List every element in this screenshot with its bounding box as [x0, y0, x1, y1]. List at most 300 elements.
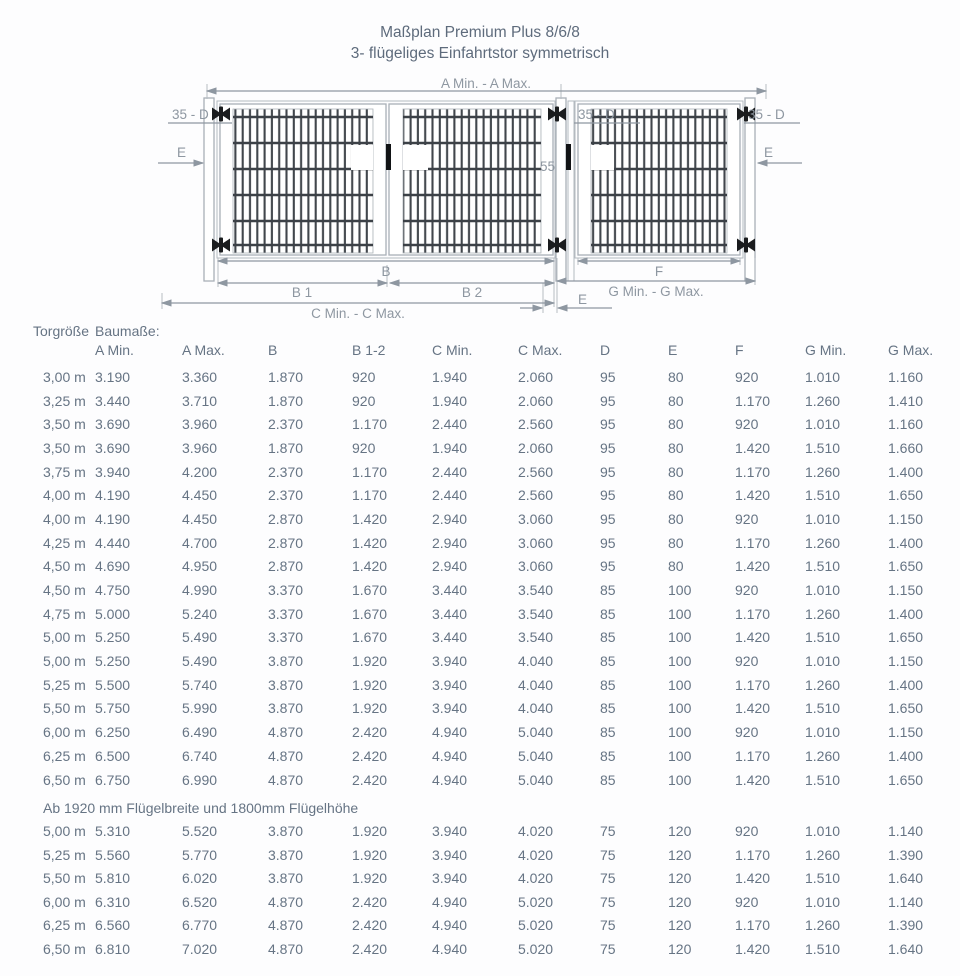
cell-e: 100: [668, 676, 692, 693]
column-header: G Max.: [888, 341, 934, 358]
cell-a-max: 4.450: [182, 487, 218, 504]
cell-a-max: 4.990: [182, 582, 218, 599]
cell-b: 2.870: [268, 534, 304, 551]
cell-f: 1.420: [735, 558, 771, 575]
table-row: [0, 389, 960, 413]
cell-f: 920: [735, 823, 759, 840]
cell-g-min: 1.510: [805, 870, 841, 887]
cell-f: 1.170: [735, 846, 771, 863]
cell-g-max: 1.650: [888, 629, 924, 646]
cell-torgroesse: 5,00 m: [43, 823, 86, 840]
cell-g-min: 1.510: [805, 439, 841, 456]
cell-g-max: 1.390: [888, 846, 924, 863]
column-header: C Max.: [518, 341, 563, 358]
cell-b: 4.870: [268, 893, 304, 910]
cell-c-max: 5.040: [518, 747, 554, 764]
cell-g-min: 1.260: [805, 605, 841, 622]
cell-a-max: 5.990: [182, 700, 218, 717]
cell-b1-2: 2.420: [352, 893, 388, 910]
cell-g-max: 1.650: [888, 700, 924, 717]
cell-g-min: 1.260: [805, 463, 841, 480]
cell-e: 100: [668, 653, 692, 670]
cell-f: 1.170: [735, 676, 771, 693]
cell-f: 1.170: [735, 605, 771, 622]
cell-e: 100: [668, 747, 692, 764]
cell-b1-2: 1.420: [352, 558, 388, 575]
wing-3-infill: [591, 109, 727, 253]
cell-c-min: 3.440: [432, 582, 468, 599]
table-row: [0, 626, 960, 650]
table-row: [0, 890, 960, 914]
cell-a-min: 5.310: [95, 823, 131, 840]
cell-c-max: 4.020: [518, 823, 554, 840]
cell-e: 80: [668, 487, 684, 504]
cell-d: 85: [600, 653, 616, 670]
cell-g-max: 1.140: [888, 893, 924, 910]
table-row: [0, 436, 960, 460]
cell-c-max: 3.060: [518, 534, 554, 551]
table-section-2: [0, 819, 960, 960]
section-2-note: Ab 1920 mm Flügelbreite und 1800mm Flügelhöhe: [43, 800, 359, 817]
cell-a-max: 6.770: [182, 917, 218, 934]
cell-f: 920: [735, 368, 759, 385]
cell-f: 1.420: [735, 700, 771, 717]
cell-c-max: 4.040: [518, 653, 554, 670]
cell-a-min: 6.750: [95, 771, 131, 788]
cell-a-max: 5.520: [182, 823, 218, 840]
cell-d: 95: [600, 487, 616, 504]
cell-g-max: 1.400: [888, 676, 924, 693]
cell-a-min: 5.250: [95, 629, 131, 646]
cell-e: 120: [668, 940, 692, 957]
cell-a-max: 5.740: [182, 676, 218, 693]
dim-label-b: B: [381, 264, 391, 279]
cell-torgroesse: 5,50 m: [43, 870, 86, 887]
cell-g-min: 1.010: [805, 724, 841, 741]
table-row: [0, 697, 960, 721]
cell-c-min: 2.940: [432, 558, 468, 575]
cell-b: 3.370: [268, 582, 304, 599]
cell-c-max: 3.060: [518, 510, 554, 527]
cell-torgroesse: 3,50 m: [43, 416, 86, 433]
middle-post: [556, 98, 574, 281]
table-section-1: [0, 365, 960, 791]
cell-b1-2: 1.670: [352, 582, 388, 599]
cell-g-min: 1.510: [805, 700, 841, 717]
cell-a-max: 5.490: [182, 653, 218, 670]
table-row: [0, 460, 960, 484]
cell-torgroesse: 3,50 m: [43, 439, 86, 456]
cell-f: 1.420: [735, 629, 771, 646]
wing-2-infill: [403, 109, 541, 253]
cell-b: 1.870: [268, 368, 304, 385]
cell-f: 920: [735, 653, 759, 670]
cell-c-max: 4.040: [518, 700, 554, 717]
cell-c-min: 3.440: [432, 629, 468, 646]
gate-dimension-drawing: [0, 75, 960, 325]
cell-c-min: 1.940: [432, 392, 468, 409]
cell-c-max: 2.060: [518, 439, 554, 456]
cell-d: 75: [600, 940, 616, 957]
cell-e: 120: [668, 846, 692, 863]
cell-b1-2: 1.420: [352, 510, 388, 527]
cell-a-max: 3.710: [182, 392, 218, 409]
cell-b: 3.370: [268, 605, 304, 622]
dim-label-f: F: [654, 264, 664, 279]
dim-label-35d-mid: 35 - D: [578, 107, 615, 122]
cell-a-min: 6.810: [95, 940, 131, 957]
cell-f: 1.420: [735, 487, 771, 504]
cell-d: 95: [600, 558, 616, 575]
cell-d: 75: [600, 893, 616, 910]
cell-torgroesse: 6,50 m: [43, 771, 86, 788]
cell-torgroesse: 4,25 m: [43, 534, 86, 551]
cell-a-max: 4.450: [182, 510, 218, 527]
cell-c-min: 2.940: [432, 534, 468, 551]
cell-d: 95: [600, 368, 616, 385]
cell-g-max: 1.640: [888, 870, 924, 887]
table-row: [0, 768, 960, 792]
dim-label-c: C Min. - C Max.: [311, 306, 405, 321]
cell-d: 85: [600, 629, 616, 646]
cell-g-max: 1.160: [888, 368, 924, 385]
cell-b: 3.870: [268, 676, 304, 693]
cell-f: 1.170: [735, 463, 771, 480]
cell-torgroesse: 3,75 m: [43, 463, 86, 480]
cell-torgroesse: 6,25 m: [43, 917, 86, 934]
cell-g-max: 1.140: [888, 823, 924, 840]
table-row: [0, 555, 960, 579]
cell-torgroesse: 6,25 m: [43, 747, 86, 764]
cell-a-max: 4.200: [182, 463, 218, 480]
cell-f: 1.420: [735, 771, 771, 788]
cell-b: 4.870: [268, 771, 304, 788]
cell-e: 100: [668, 605, 692, 622]
cell-g-max: 1.640: [888, 940, 924, 957]
cell-g-min: 1.260: [805, 534, 841, 551]
cell-d: 75: [600, 870, 616, 887]
table-row: [0, 673, 960, 697]
cell-g-min: 1.260: [805, 392, 841, 409]
cell-a-max: 6.740: [182, 747, 218, 764]
left-post: [204, 98, 214, 281]
cell-c-min: 3.940: [432, 846, 468, 863]
table-row: [0, 483, 960, 507]
table-row: [0, 843, 960, 867]
cell-b: 3.370: [268, 629, 304, 646]
cell-a-min: 5.500: [95, 676, 131, 693]
cell-e: 80: [668, 392, 684, 409]
cell-a-min: 5.560: [95, 846, 131, 863]
cell-g-min: 1.010: [805, 510, 841, 527]
column-header: D: [600, 341, 611, 358]
cell-g-min: 1.510: [805, 629, 841, 646]
cell-a-min: 3.690: [95, 439, 131, 456]
cell-c-min: 4.940: [432, 917, 468, 934]
cell-b: 2.370: [268, 487, 304, 504]
cell-a-min: 6.560: [95, 917, 131, 934]
cell-b: 3.870: [268, 870, 304, 887]
cell-c-max: 2.560: [518, 487, 554, 504]
dim-label-b2: B 2: [461, 285, 483, 300]
cell-b: 3.870: [268, 846, 304, 863]
cell-c-min: 4.940: [432, 724, 468, 741]
title-line-2: 3- flügeliges Einfahrtstor symmetrisch: [350, 45, 610, 62]
cell-c-max: 4.020: [518, 870, 554, 887]
cell-a-max: 6.990: [182, 771, 218, 788]
cell-a-min: 4.190: [95, 487, 131, 504]
cell-b1-2: 1.920: [352, 823, 388, 840]
cell-a-max: 4.950: [182, 558, 218, 575]
cell-c-max: 5.020: [518, 917, 554, 934]
cell-c-min: 4.940: [432, 771, 468, 788]
cell-b1-2: 2.420: [352, 771, 388, 788]
cell-c-min: 2.440: [432, 463, 468, 480]
cell-c-min: 4.940: [432, 893, 468, 910]
cell-d: 95: [600, 534, 616, 551]
cell-b1-2: 1.920: [352, 676, 388, 693]
cell-e: 80: [668, 558, 684, 575]
cell-g-max: 1.400: [888, 534, 924, 551]
cell-c-min: 1.940: [432, 368, 468, 385]
cell-b1-2: 1.170: [352, 463, 388, 480]
cell-b1-2: 2.420: [352, 747, 388, 764]
cell-c-max: 5.040: [518, 771, 554, 788]
cell-a-min: 3.190: [95, 368, 131, 385]
cell-b: 2.370: [268, 416, 304, 433]
cell-a-min: 5.810: [95, 870, 131, 887]
cell-d: 75: [600, 823, 616, 840]
cell-c-min: 3.440: [432, 605, 468, 622]
cell-c-max: 5.020: [518, 893, 554, 910]
cell-torgroesse: 5,25 m: [43, 676, 86, 693]
dim-label-55: 55: [540, 159, 556, 174]
dim-label-35d-left: 35 - D: [172, 107, 209, 122]
column-header: A Max.: [182, 341, 225, 358]
cell-b: 4.870: [268, 747, 304, 764]
cell-f: 920: [735, 582, 759, 599]
cell-d: 75: [600, 917, 616, 934]
cell-b1-2: 1.920: [352, 846, 388, 863]
cell-a-min: 6.310: [95, 893, 131, 910]
cell-f: 1.170: [735, 917, 771, 934]
cell-g-max: 1.160: [888, 416, 924, 433]
cell-c-max: 4.040: [518, 676, 554, 693]
cell-b: 1.870: [268, 439, 304, 456]
cell-g-min: 1.510: [805, 940, 841, 957]
cell-e: 80: [668, 510, 684, 527]
cell-b: 4.870: [268, 940, 304, 957]
table-row: [0, 578, 960, 602]
cell-g-max: 1.150: [888, 582, 924, 599]
cell-a-min: 5.250: [95, 653, 131, 670]
title-line-1: Maßplan Premium Plus 8/6/8: [380, 24, 580, 41]
cell-e: 100: [668, 724, 692, 741]
cell-e: 100: [668, 582, 692, 599]
cell-a-min: 4.190: [95, 510, 131, 527]
cell-d: 85: [600, 582, 616, 599]
cell-e: 120: [668, 917, 692, 934]
column-header: B 1-2: [352, 341, 386, 358]
cell-g-min: 1.260: [805, 917, 841, 934]
cell-a-max: 5.490: [182, 629, 218, 646]
cell-g-min: 1.010: [805, 582, 841, 599]
cell-b1-2: 2.420: [352, 724, 388, 741]
cell-g-min: 1.010: [805, 653, 841, 670]
cell-c-max: 2.060: [518, 368, 554, 385]
cell-e: 120: [668, 870, 692, 887]
column-header: B: [268, 341, 278, 358]
dim-label-b1: B 1: [291, 285, 313, 300]
cell-c-max: 2.060: [518, 392, 554, 409]
cell-d: 85: [600, 747, 616, 764]
cell-b: 2.370: [268, 463, 304, 480]
cell-b1-2: 1.420: [352, 534, 388, 551]
table-row: [0, 531, 960, 555]
cell-torgroesse: 3,00 m: [43, 368, 86, 385]
cell-c-max: 2.560: [518, 416, 554, 433]
cell-c-min: 4.940: [432, 940, 468, 957]
table-row: [0, 866, 960, 890]
table-header-group-row: [0, 322, 960, 340]
cell-torgroesse: 5,25 m: [43, 846, 86, 863]
cell-g-max: 1.150: [888, 510, 924, 527]
cell-a-min: 3.440: [95, 392, 131, 409]
cell-f: 920: [735, 724, 759, 741]
cell-a-min: 6.250: [95, 724, 131, 741]
cell-b: 3.870: [268, 653, 304, 670]
cell-d: 95: [600, 416, 616, 433]
cell-c-min: 3.940: [432, 676, 468, 693]
cell-d: 85: [600, 771, 616, 788]
cell-e: 80: [668, 416, 684, 433]
cell-torgroesse: 4,50 m: [43, 558, 86, 575]
cell-g-min: 1.510: [805, 771, 841, 788]
page-title: [0, 22, 960, 64]
cell-a-max: 6.520: [182, 893, 218, 910]
cell-d: 95: [600, 510, 616, 527]
cell-e: 100: [668, 629, 692, 646]
cell-c-min: 3.940: [432, 870, 468, 887]
column-group-baumasse: Baumaße:: [95, 323, 160, 339]
table-header-row: [0, 340, 960, 359]
cell-b: 2.870: [268, 558, 304, 575]
cell-c-min: 2.440: [432, 416, 468, 433]
cell-torgroesse: 5,00 m: [43, 653, 86, 670]
dim-label-e-bottom: E: [578, 292, 588, 307]
cell-b1-2: 2.420: [352, 940, 388, 957]
dim-label-g: G Min. - G Max.: [608, 284, 704, 299]
cell-b: 4.870: [268, 917, 304, 934]
cell-a-max: 3.960: [182, 439, 218, 456]
cell-b1-2: 1.670: [352, 605, 388, 622]
cell-g-min: 1.010: [805, 893, 841, 910]
cell-g-max: 1.650: [888, 558, 924, 575]
cell-a-min: 4.690: [95, 558, 131, 575]
cell-b: 4.870: [268, 724, 304, 741]
cell-a-min: 3.690: [95, 416, 131, 433]
cell-torgroesse: 4,50 m: [43, 582, 86, 599]
cell-torgroesse: 4,75 m: [43, 605, 86, 622]
table-row: [0, 744, 960, 768]
cell-b: 3.870: [268, 823, 304, 840]
cell-b1-2: 920: [352, 392, 376, 409]
cell-f: 920: [735, 416, 759, 433]
dim-label-e-right: E: [764, 145, 774, 160]
cell-c-min: 2.440: [432, 487, 468, 504]
wing-1-infill: [233, 109, 373, 253]
cell-torgroesse: 5,00 m: [43, 629, 86, 646]
dim-label-e-left: E: [177, 145, 187, 160]
cell-a-min: 5.750: [95, 700, 131, 717]
cell-b: 2.870: [268, 510, 304, 527]
cell-c-min: 3.940: [432, 823, 468, 840]
cell-b1-2: 1.170: [352, 416, 388, 433]
cell-g-max: 1.650: [888, 487, 924, 504]
cell-b: 1.870: [268, 392, 304, 409]
cell-c-max: 2.560: [518, 463, 554, 480]
cell-f: 1.420: [735, 940, 771, 957]
cell-f: 1.420: [735, 439, 771, 456]
table-row: [0, 507, 960, 531]
cell-b1-2: 920: [352, 439, 376, 456]
cell-c-min: 4.940: [432, 747, 468, 764]
cell-c-max: 5.020: [518, 940, 554, 957]
cell-d: 95: [600, 439, 616, 456]
cell-e: 80: [668, 534, 684, 551]
cell-a-max: 5.240: [182, 605, 218, 622]
cell-a-max: 6.020: [182, 870, 218, 887]
cell-torgroesse: 6,00 m: [43, 893, 86, 910]
cell-g-min: 1.010: [805, 416, 841, 433]
cell-a-max: 3.360: [182, 368, 218, 385]
cell-d: 85: [600, 605, 616, 622]
cell-a-min: 3.940: [95, 463, 131, 480]
cell-e: 120: [668, 823, 692, 840]
cell-c-max: 4.020: [518, 846, 554, 863]
cell-g-min: 1.010: [805, 368, 841, 385]
cell-e: 80: [668, 439, 684, 456]
cell-d: 75: [600, 846, 616, 863]
cell-g-max: 1.650: [888, 771, 924, 788]
table-row: [0, 913, 960, 937]
cell-torgroesse: 3,25 m: [43, 392, 86, 409]
cell-b1-2: 920: [352, 368, 376, 385]
cell-g-max: 1.390: [888, 917, 924, 934]
cell-a-max: 6.490: [182, 724, 218, 741]
table-row: [0, 720, 960, 744]
cell-b1-2: 1.170: [352, 487, 388, 504]
cell-f: 1.170: [735, 747, 771, 764]
dimension-table: [0, 322, 960, 960]
cell-torgroesse: 6,50 m: [43, 940, 86, 957]
cell-c-max: 3.060: [518, 558, 554, 575]
cell-b1-2: 2.420: [352, 917, 388, 934]
cell-c-max: 3.540: [518, 605, 554, 622]
cell-e: 120: [668, 893, 692, 910]
cell-b1-2: 1.920: [352, 653, 388, 670]
table-row: [0, 819, 960, 843]
cell-g-max: 1.150: [888, 653, 924, 670]
cell-torgroesse: 4,00 m: [43, 510, 86, 527]
cell-d: 95: [600, 463, 616, 480]
cell-torgroesse: 6,00 m: [43, 724, 86, 741]
table-row: [0, 412, 960, 436]
column-header: G Min.: [805, 341, 847, 358]
cell-f: 1.420: [735, 870, 771, 887]
right-post: [745, 98, 755, 281]
column-header-torgroesse: Torgröße: [33, 323, 90, 339]
